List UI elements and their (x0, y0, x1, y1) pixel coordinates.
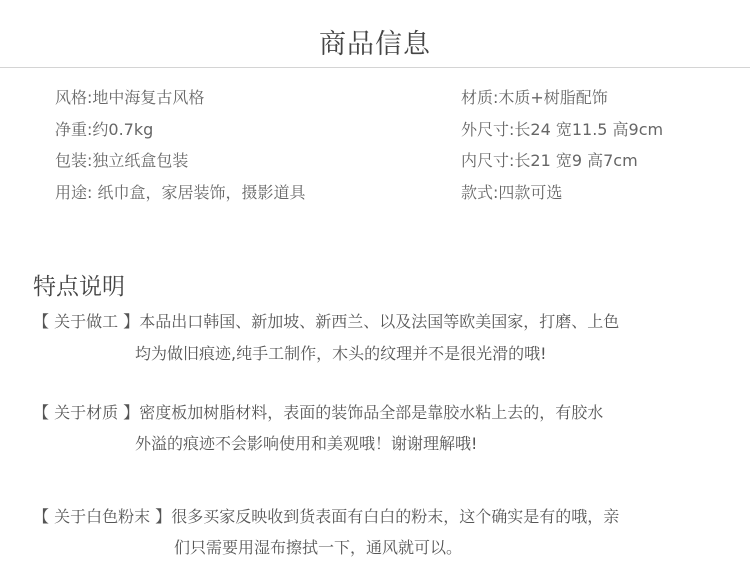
feature-powder-text1: 很多买家反映收到货表面有白白的粉末，这个确实是有的哦，亲 (171, 507, 620, 526)
feature-workmanship-line2: 均为做旧痕迹,纯手工制作，木头的纹理并不是很光滑的哦! (135, 344, 547, 363)
feature-material-tag: 【 关于材质 】 (33, 403, 140, 422)
spec-outer-size: 外尺寸:长24 宽11.5 高9cm (461, 120, 664, 139)
feature-material-line2: 外溢的痕迹不会影响使用和美观哦！谢谢理解哦! (135, 434, 478, 453)
feature-workmanship-tag: 【 关于做工 】 (33, 312, 140, 331)
spec-packaging: 包装:独立纸盒包装 (55, 151, 189, 170)
feature-material-text1: 密度板加树脂材料，表面的装饰品全部是靠胶水粘上去的，有胶水 (139, 403, 604, 422)
spec-style: 风格:地中海复古风格 (55, 88, 205, 107)
feature-workmanship-line1 (33, 309, 619, 332)
spec-inner-size: 内尺寸:长21 宽9 高7cm (461, 151, 638, 170)
title-divider (0, 67, 750, 68)
spec-weight: 净重:约0.7kg (55, 120, 154, 139)
spec-usage: 用途: 纸巾盒，家居装饰，摄影道具 (55, 183, 306, 202)
feature-powder-tag: 【 关于白色粉末 】 (33, 507, 172, 526)
feature-material-line1 (33, 400, 603, 423)
features-heading: 特点说明 (33, 274, 125, 300)
section-title: 商品信息 (319, 29, 431, 60)
feature-powder-line1 (33, 504, 619, 527)
spec-material: 材质:木质+树脂配饰 (461, 88, 608, 107)
feature-powder-line2: 们只需要用湿布擦拭一下，通风就可以。 (174, 538, 463, 557)
spec-variants: 款式:四款可选 (461, 183, 563, 202)
feature-workmanship-text1: 本品出口韩国、新加坡、新西兰、以及法国等欧美国家，打磨、上色 (139, 312, 620, 331)
